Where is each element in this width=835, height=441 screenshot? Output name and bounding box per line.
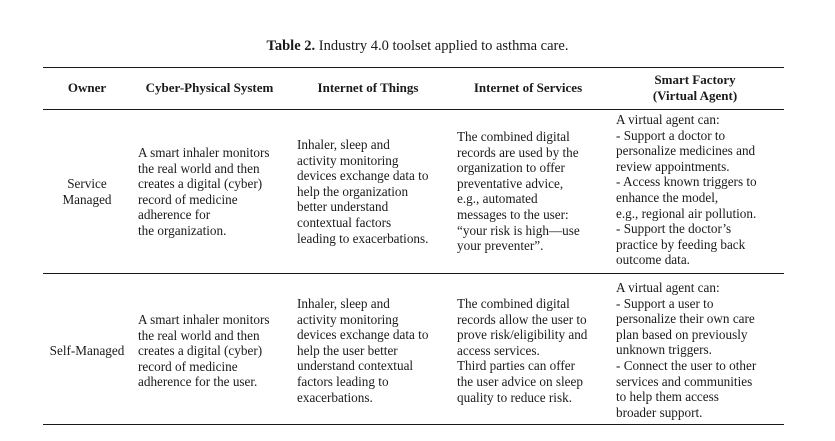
table-row-divider (43, 273, 784, 274)
header-smart-factory: Smart Factory (Virtual Agent) (652, 72, 738, 103)
header-internet-of-services: Internet of Services (473, 80, 583, 95)
table-caption (0, 37, 835, 55)
header-internet-of-things: Internet of Things (317, 80, 419, 95)
table-caption-text: Industry 4.0 toolset applied to asthma care. (315, 38, 569, 54)
table-top-rule (43, 67, 784, 68)
header-cyber-physical-system: Cyber-Physical System (145, 80, 274, 95)
row2-internet-of-things: Inhaler, sleep and activity monitoring devices exchange data to help the user better understand contextual factors leading to exacerbations. (297, 296, 429, 405)
row2-owner: Self-Managed (49, 343, 125, 358)
row1-smart-factory: A virtual agent can: - Support a doctor to personalize medicines and review appointments. - Access known triggers to enhance the model, e.g., regional air pollution. - Support the doctor’s practice by feeding back outcome data. (616, 112, 757, 268)
row2-cyber-physical-system: A smart inhaler monitors the real world and then creates a digital (cyber) record of medicine adherence for the user. (138, 312, 270, 390)
table-bottom-rule (43, 424, 784, 425)
toolset-table (43, 67, 784, 426)
row1-internet-of-things: Inhaler, sleep and activity monitoring devices exchange data to help the organization better understand contextual factors leading to exacerbations. (297, 137, 429, 246)
row2-smart-factory: A virtual agent can: - Support a user to personalize their own care plan based on previously unknown triggers. - Connect the user to other services and communities to help them access broader support. (616, 280, 757, 420)
table-caption-label: Table 2. (266, 38, 316, 54)
table-header-rule (43, 109, 784, 110)
row1-owner: Service Managed (62, 176, 112, 207)
row1-cyber-physical-system: A smart inhaler monitors the real world and then creates a digital (cyber) record of medicine adherence for the organization. (138, 145, 270, 238)
row2-internet-of-services: The combined digital records allow the user to prove risk/eligibility and access services. Third parties can offer the user advice on sleep quality to reduce risk. (457, 296, 588, 405)
row1-internet-of-services: The combined digital records are used by the organization to offer preventative advice, e.g., automated messages to the user: “your risk is high—use your preventer”. (457, 129, 580, 254)
header-owner: Owner (67, 80, 107, 95)
